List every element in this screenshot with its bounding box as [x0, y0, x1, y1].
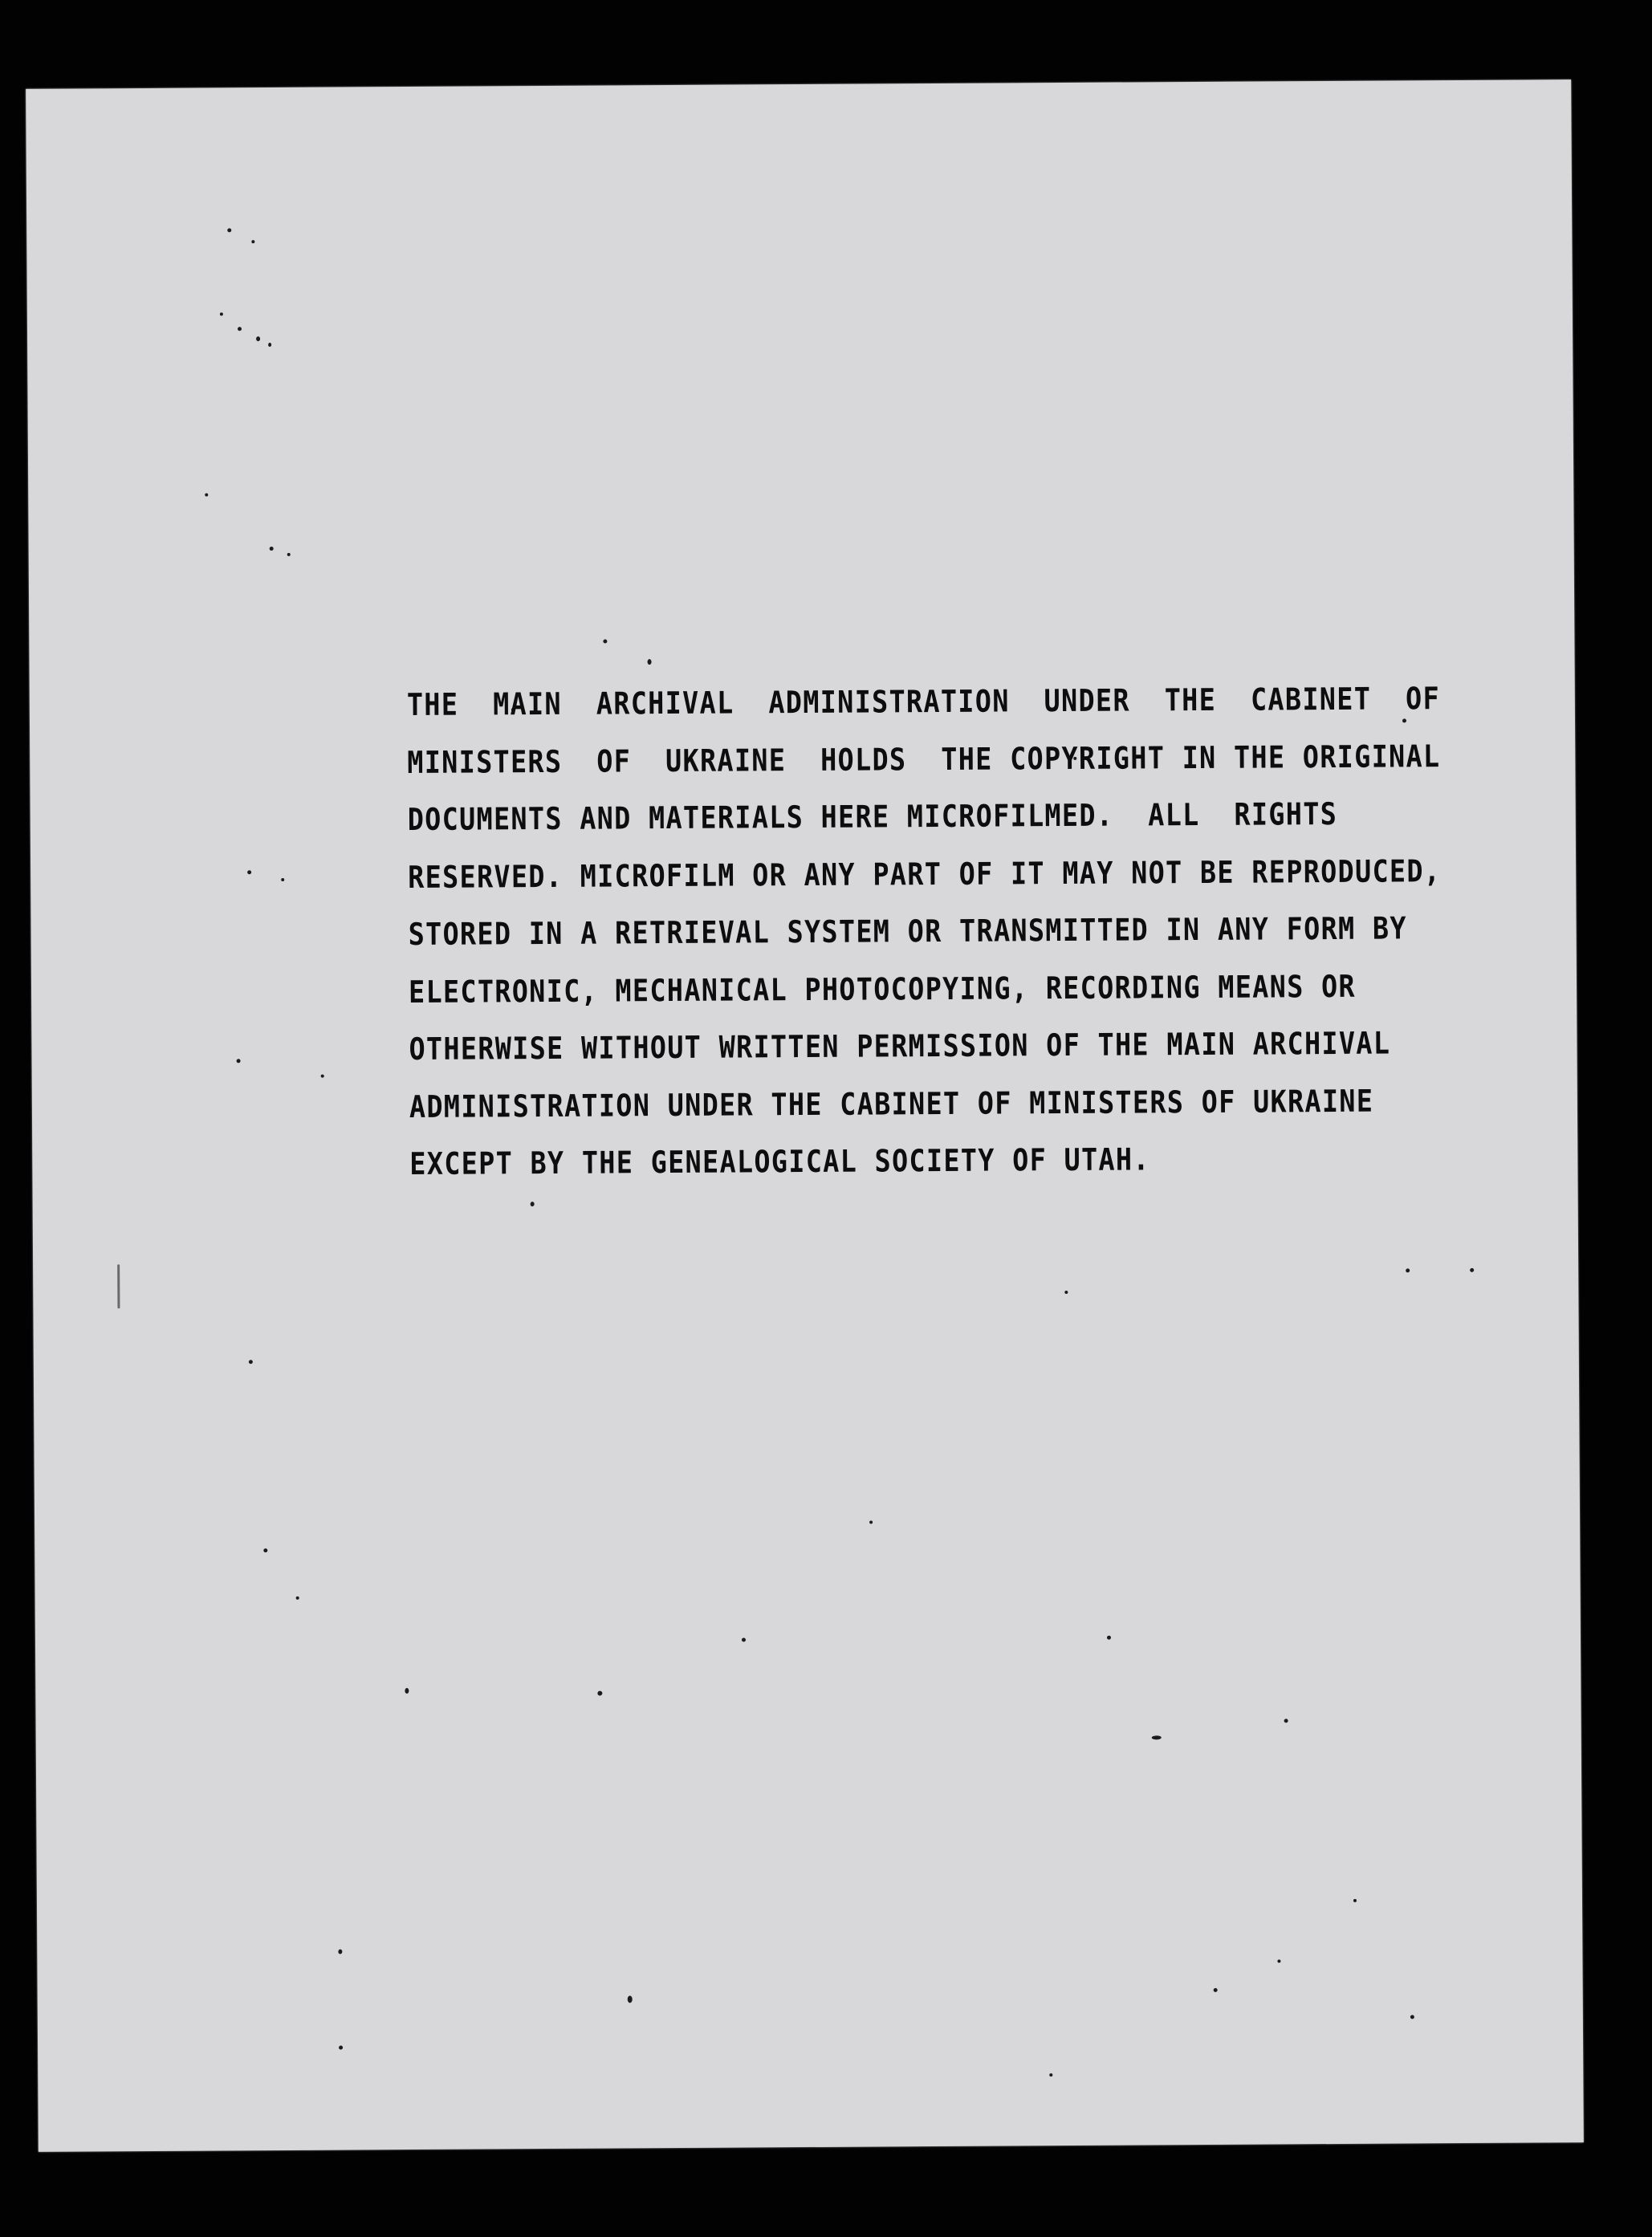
- dust-speck: [1152, 1735, 1162, 1739]
- dust-speck: [1049, 2073, 1052, 2076]
- dust-speck: [1277, 1959, 1280, 1962]
- dust-speck: [603, 639, 607, 643]
- notice-line: ADMINISTRATION UNDER THE CABINET OF MINISTERS OF UKRAINE: [409, 1083, 1374, 1125]
- dust-speck: [1214, 1988, 1218, 1992]
- dust-speck: [1107, 1636, 1111, 1640]
- notice-line: MINISTERS OF UKRAINE HOLDS THE COPYRIGHT IN THE ORIGINAL: [407, 738, 1441, 780]
- dust-speck: [281, 878, 284, 881]
- film-noise: [26, 79, 1571, 89]
- dust-speck: [227, 228, 231, 232]
- dust-speck: [339, 2046, 343, 2050]
- dust-speck: [263, 1548, 267, 1552]
- dust-speck: [648, 659, 652, 665]
- dust-speck: [338, 1950, 342, 1954]
- dust-speck: [256, 336, 260, 341]
- dust-speck: [270, 547, 274, 551]
- notice-line: EXCEPT BY THE GENEALOGICAL SOCIETY OF UTAH.: [409, 1141, 1150, 1182]
- dust-speck: [742, 1637, 746, 1641]
- notice-line: DOCUMENTS AND MATERIALS HERE MICROFILMED. ALL RIGHTS: [407, 795, 1338, 838]
- dust-speck: [251, 240, 254, 243]
- dust-speck: [321, 1075, 324, 1078]
- document-page: [26, 79, 1584, 2152]
- dust-speck: [597, 1691, 602, 1696]
- notice-line: ELECTRONIC, MECHANICAL PHOTOCOPYING, RECORDING MEANS OR: [408, 968, 1357, 1010]
- notice-line: THE MAIN ARCHIVAL ADMINISTRATION UNDER THE CABINET OF: [406, 681, 1441, 723]
- dust-speck: [869, 1520, 873, 1523]
- dust-speck: [1353, 1899, 1357, 1902]
- dust-speck: [1406, 1268, 1410, 1272]
- dust-speck: [237, 1059, 241, 1063]
- dust-speck: [247, 870, 251, 874]
- dust-speck: [238, 327, 242, 331]
- dust-speck: [287, 553, 291, 556]
- dust-speck: [1064, 1291, 1068, 1294]
- dust-speck: [220, 312, 223, 315]
- dust-speck: [268, 343, 271, 347]
- copyright-notice: [407, 669, 1582, 1193]
- dust-speck: [1470, 1268, 1474, 1272]
- dust-speck: [531, 1202, 535, 1206]
- notice-line: RESERVED. MICROFILM OR ANY PART OF IT MAY NOT BE REPRODUCED,: [408, 852, 1442, 895]
- dust-speck: [117, 1264, 120, 1308]
- dust-speck: [628, 1995, 633, 2003]
- dust-speck: [249, 1360, 253, 1364]
- dust-speck: [205, 494, 208, 497]
- notice-line: OTHERWISE WITHOUT WRITTEN PERMISSION OF THE MAIN ARCHIVAL: [409, 1025, 1391, 1068]
- dust-speck: [405, 1688, 409, 1694]
- dust-speck: [296, 1596, 299, 1600]
- dust-speck: [1284, 1718, 1288, 1722]
- dust-speck: [1410, 2015, 1414, 2019]
- notice-line: STORED IN A RETRIEVAL SYSTEM OR TRANSMITTED IN ANY FORM BY: [408, 910, 1407, 953]
